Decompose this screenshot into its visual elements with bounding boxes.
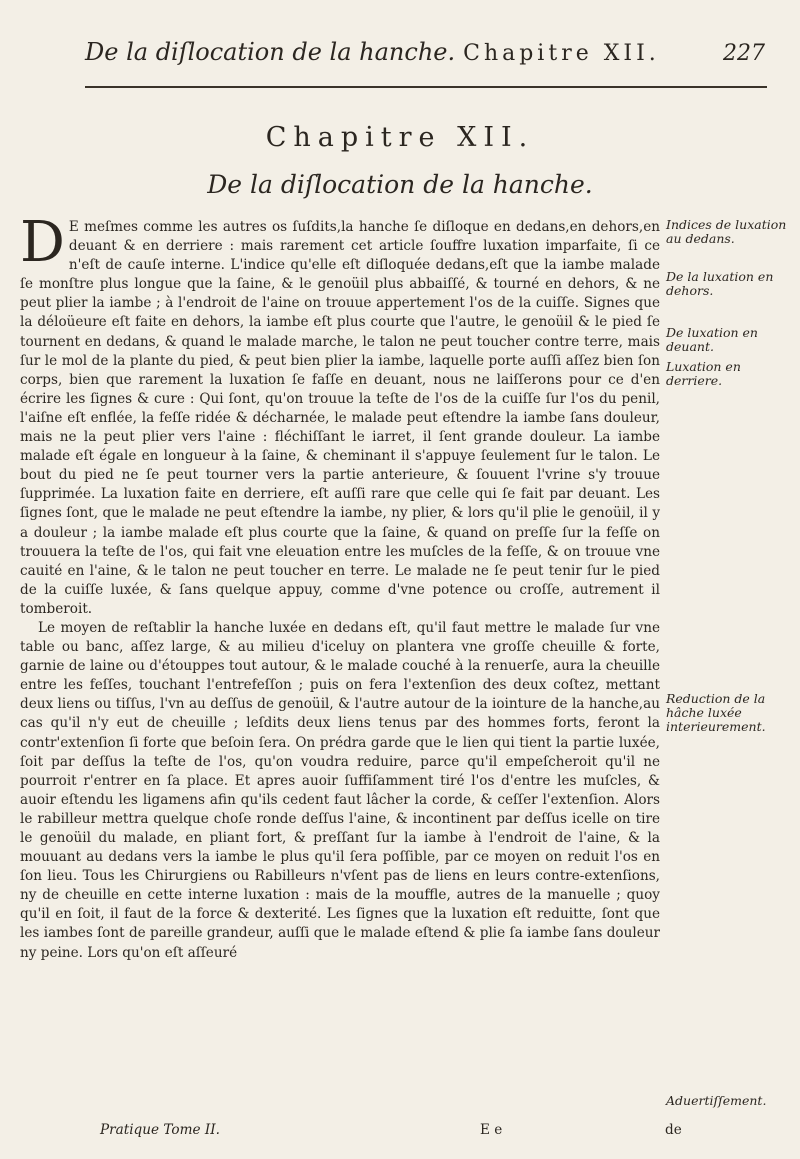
margin-note-deuant: De luxation en deuant. bbox=[666, 325, 758, 354]
margin-note-reduction: Reduction de la hâche luxée interieurement. bbox=[666, 691, 766, 734]
chapter-heading: Chapitre XII. bbox=[265, 122, 535, 153]
margin-note-dehors: De la luxation en dehors. bbox=[666, 269, 774, 298]
margin-notes bbox=[666, 218, 790, 1118]
margin-note-derriere: Luxation en derriere. bbox=[666, 359, 741, 388]
chapter-subtitle: De la diſlocation de la hanche. bbox=[207, 170, 593, 199]
running-head-chapter: Chapitre XII. bbox=[463, 41, 660, 66]
header-rule bbox=[85, 86, 767, 88]
paragraph-1-text: E meſmes comme les autres os ſuſdits,la hanche ſe diſloque en dedans,en dehors,en deuant & en derriere : mais rarement cet article ſouffre luxation imparfaite, ſi ce n'eſt de cauſe interne. L'indice qu'elle eſt diſloquée dedans,eſt que la iambe malade ſe monſtre plus longue que la ſaine, & le genoüil plus abbaiſſé, & tourné en dehors, & ne peut plier la iambe ; à l'endroit de l'aine on trouue appertement l'os de la cuiſſe. Signes que la déloüeure eſt faite en dehors, la iambe eſt plus courte que l'autre, le genoüil & le pied ſe tournent en dedans, & quand le malade marche, le talon ne peut toucher contre terre, mais ſur le mol de la plante du pied, & peut bien plier la iambe, laquelle porte auſſi aſſez bien ſon corps, bien que rarement la luxation ſe faſſe en deuant, nous ne laiſſerons pour ce d'en écrire les ſignes & cure : Qui ſont, qu'on trouue la teſte de l'os de la cuiſſe ſur l'os du penil, l'aiſne eſt enflée, la feſſe ridée & décharnée, le malade peut eſtendre la iambe ſans douleur, mais ne la peut plier vers l'aine : fléchiſſant le iarret, il ſent grande douleur. La iambe malade eſt égale en longueur à la ſaine, & cheminant il s'appuye ſeulement ſur le talon. Le bout du pied ne ſe peut tourner vers la partie anterieure, & ſouuent l'vrine s'y trouue ſupprimée. La luxation faite en derriere, eſt auſſi rare que celle qui ſe fait par deuant. Les ſignes ſont, que le malade ne peut eſtendre la iambe, ny plier, & lors qu'il plie le genoüil, il y a douleur ; la iambe malade eſt plus courte que la ſaine, & quand on preſſe ſur la feſſe on trouuera la teſte de l'os, qui fait vne eleuation entre les muſcles de la feſſe, & on trouue vne cauité en l'aine, & le talon ne peut toucher en terre. Le malade ne ſe peut tenir ſur le pied de la cuiſſe luxée, & ſans quelque appuy, comme d'vne potence ou croſſe, autrement il tomberoit. bbox=[20, 219, 660, 617]
page-number: 227 bbox=[723, 41, 765, 66]
running-head bbox=[85, 38, 765, 72]
footer-signature: E e bbox=[480, 1122, 503, 1138]
running-head-title: De la diſlocation de la hanche. bbox=[85, 38, 456, 66]
running-head-left bbox=[85, 38, 660, 66]
body-text bbox=[20, 210, 660, 963]
page-footer bbox=[100, 1122, 720, 1142]
drop-cap: D bbox=[20, 210, 65, 275]
paragraph-1 bbox=[20, 210, 660, 619]
margin-note-aduertissement: Aduertiſſement. bbox=[666, 1093, 767, 1108]
margin-note-indices: Indices de luxation au dedans. bbox=[666, 217, 787, 246]
footer-volume: Pratique Tome II. bbox=[100, 1122, 220, 1138]
footer-catchword: de bbox=[665, 1122, 682, 1138]
paragraph-2: Le moyen de reſtablir la hanche luxée en dedans eſt, qu'il faut mettre le malade ſur vne table ou banc, aſſez large, & au milieu d'iceluy on plantera vne groſſe cheuille & forte, garnie de laine ou d'étouppes tout autour, & le malade couché à la renuerſe, aura la cheuille entre les feſſes, touchant l'entrefeſſon ; puis on fera l'extenſion des deux coſtez, mettant deux liens ou tiſſus, l'vn au deſſus de genoüil, & l'autre autour de la iointure de la hanche,au cas qu'il n'y eut de cheuille ; leſdits deux liens tenus par des hommes forts, feront la contr'extenſion ſi forte que beſoin ſera. On prédra garde que le lien qui tient la partie luxée, ſoit par deſſus la teſte de l'os, qu'on voudra reduire, parce qu'il empeſcheroit qu'il ne pourroit r'entrer en ſa place. Et apres auoir ſuffiſamment tiré l'os d'entre les muſcles, & auoir eſtendu les ligamens afin qu'ils cedent faut lâcher la corde, & ceſſer l'extenſion. Alors le rabilleur mettra quelque choſe ronde deſſus l'aine, & incontinent par deſſus icelle on tire le genoüil du malade, en pliant fort, & preſſant ſur la iambe à l'endroit de l'aine, & la mouuant au dedans vers la iambe le plus qu'il ſera poſſible, par ce moyen on reduit l'os en ſon lieu. Tous les Chirurgiens ou Rabilleurs n'vſent pas de liens en leurs contre-extenſions, ny de cheuille en cette interne luxation : mais de la mouffle, autres de la manuelle ; quoy qu'il en ſoit, il faut de la force & dexterité. Les ſignes que la luxation eſt reduitte, ſont que les iambes ſont de pareille grandeur, auſſi que le malade eſtend & plie ſa iambe ſans douleur ny peine. Lors qu'on eſt aſſeuré bbox=[20, 619, 660, 961]
